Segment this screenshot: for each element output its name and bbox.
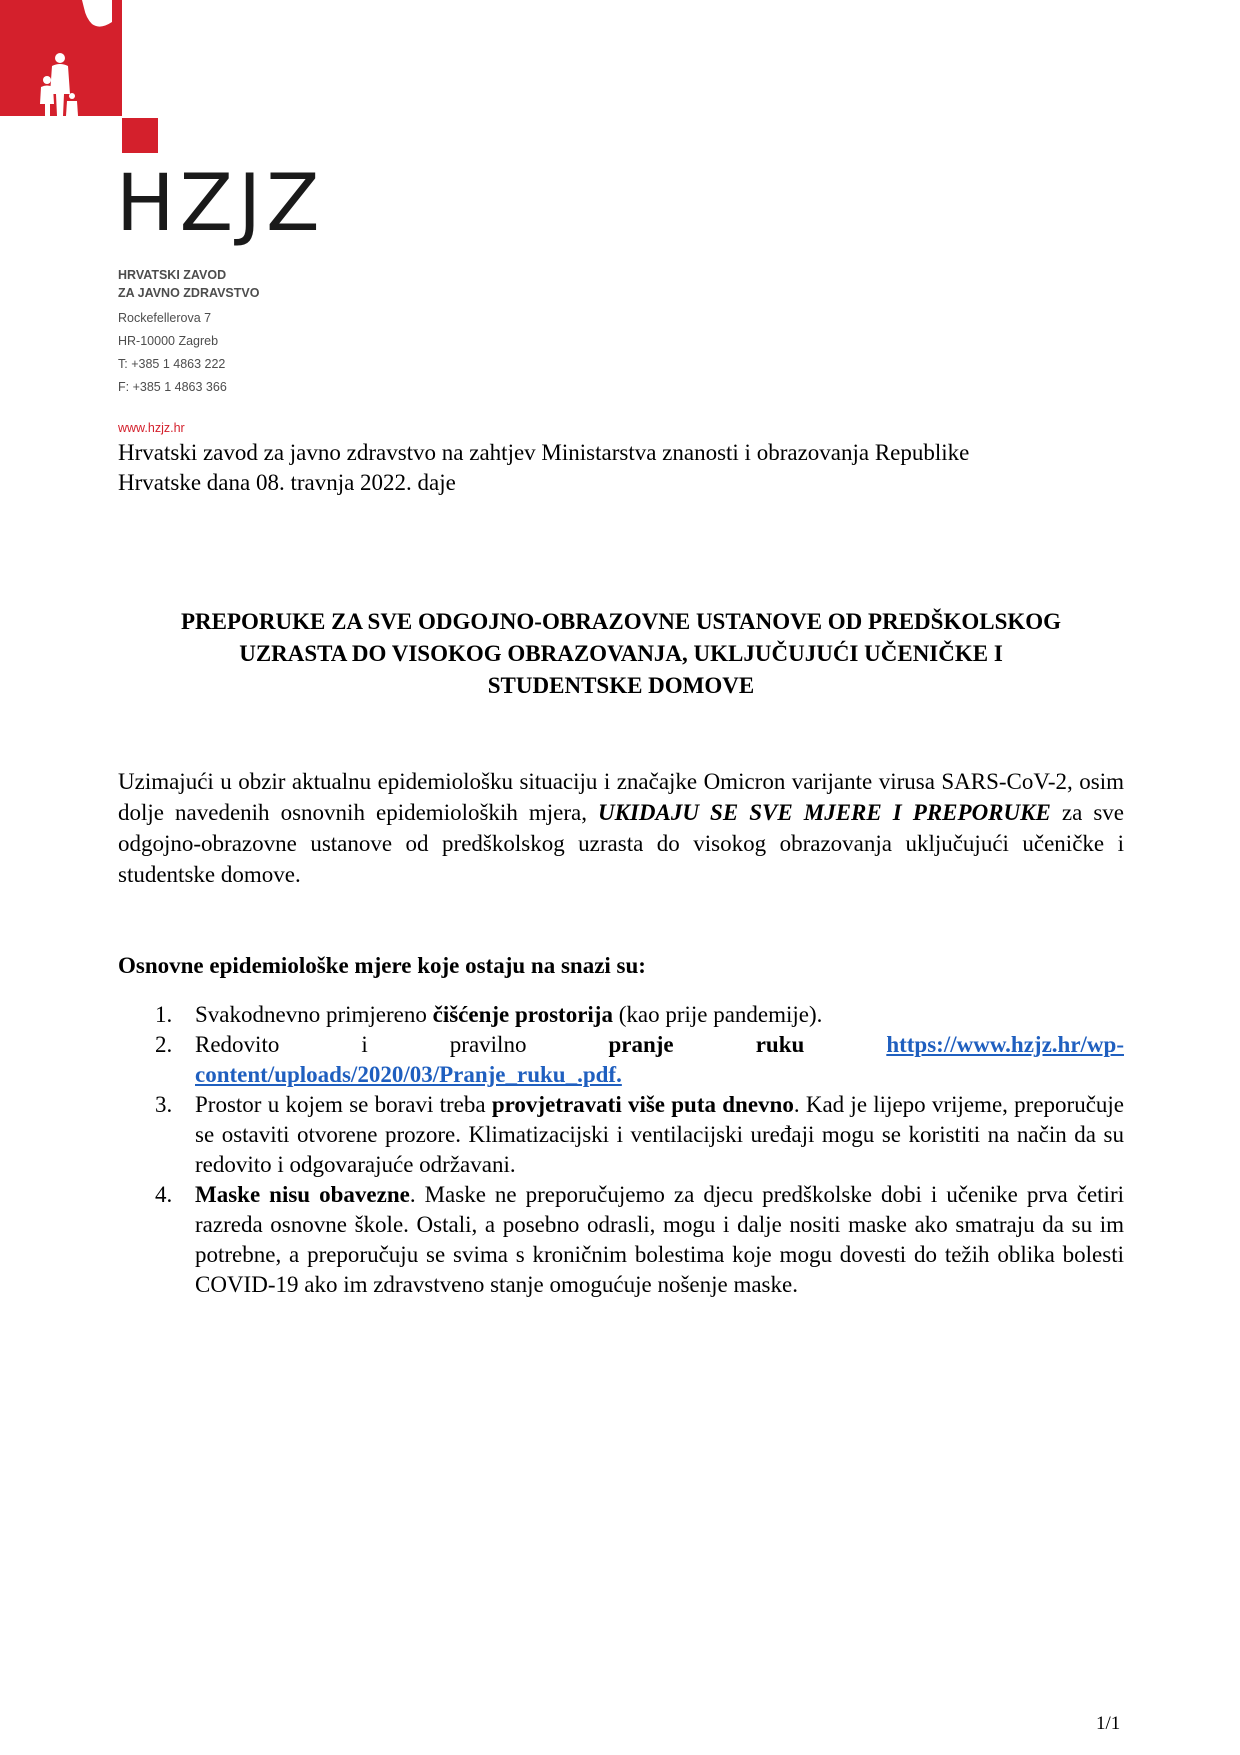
list-item (118, 1180, 1124, 1300)
body-text-part1: Uzimajući u obzir aktualnu epidemiološku situaciju i značajke Omicron varijante virusa SARS-CoV-2, osim dolje navedenih osnovnih epidemioloških mjera, (118, 769, 1124, 825)
body-emphasis: UKIDAJU SE SVE MJERE I PREPORUKE (598, 800, 1051, 825)
heading-line-1: PREPORUKE ZA SVE ODGOJNO-OBRAZOVNE USTANOVE OD PREDŠKOLSKOG (180, 609, 1062, 634)
handwashing-pdf-link-part1[interactable]: https://www.hzjz.hr/wp- (886, 1032, 1124, 1057)
body-paragraph (118, 766, 1124, 890)
brand-red-square (122, 118, 158, 153)
handwashing-pdf-link-part2[interactable]: content/uploads/2020/03/Pranje_ruku_.pdf. (195, 1062, 622, 1087)
hzjz-family-logo-icon (0, 0, 122, 116)
list-item-bold: čišćenje prostorija (432, 1002, 613, 1027)
measures-list (118, 1000, 1124, 1300)
list-item-number: 2. (155, 1032, 173, 1057)
list-item-number: 1. (155, 1002, 173, 1027)
fax-number: F: +385 1 4863 366 (118, 380, 227, 394)
list-item (118, 1000, 1124, 1030)
list-item-text: . Maske ne preporučujemo za djecu predškolske dobi i učenike prva četiri razreda osnovne škole. Ostali, a posebno odrasli, mogu i dalje nositi maske ako smatraju da su im potrebne, a preporučuju se svima s kroničnim bolestima koje mogu dovesti do težih oblika bolesti COVID-19 ako im zdravstveno stanje omogućuje nošenje maske. (195, 1182, 1124, 1297)
measures-title: Osnovne epidemiološke mjere koje ostaju na snazi su: (118, 953, 646, 978)
address-street: Rockefellerova 7 (118, 311, 212, 325)
phone-number: T: +385 1 4863 222 (118, 357, 226, 371)
website-link[interactable]: www.hzjz.hr (118, 421, 185, 435)
list-item-bold: pranje (608, 1032, 674, 1057)
list-item-text: . Kad je lijepo vrijeme, preporučuje se ostaviti otvorene prozore. Klimatizacijski i ventilacijski uređaji mogu se koristiti na način da su redovito i odgovarajuće održavani. (195, 1092, 1124, 1177)
heading-line-2: UZRASTA DO VISOKOG OBRAZOVANJA, UKLJUČUJUĆI UČENIČKE I (239, 641, 1003, 666)
list-item-word: i (361, 1032, 368, 1057)
list-item-number: 3. (155, 1092, 173, 1117)
institution-name-line2: ZA JAVNO ZDRAVSTVO (118, 286, 260, 300)
intro-paragraph: Hrvatski zavod za javno zdravstvo na zahtjev Ministarstva znanosti i obrazovanja Republike Hrvatske dana 08. travnja 2022. daje (118, 440, 970, 495)
list-item (118, 1090, 1124, 1180)
page-number: 1/1 (1096, 1713, 1121, 1734)
list-item-bold: provjetravati više puta dnevno (491, 1092, 794, 1117)
document-heading (118, 606, 1124, 702)
heading-line-3: STUDENTSKE DOMOVE (487, 673, 755, 698)
hzjz-wordmark: HZJZ (116, 159, 325, 249)
contact-block (118, 266, 259, 435)
list-item-bold: Maske nisu obavezne (195, 1182, 410, 1207)
list-item-justified-line (195, 1030, 1124, 1060)
list-item-text: Svakodnevno primjereno (195, 1002, 433, 1027)
list-item-word: Redovito (195, 1032, 280, 1057)
list-item-word: pravilno (449, 1032, 527, 1057)
list-item-text: (kao prije pandemije). (612, 1002, 823, 1027)
institution-name-line1: HRVATSKI ZAVOD (118, 268, 227, 282)
list-item-text: Prostor u kojem se boravi treba (195, 1092, 492, 1117)
list-item (118, 1030, 1124, 1090)
address-city: HR-10000 Zagreb (118, 334, 219, 348)
body-text-part2: za sve odgojno-obrazovne ustanove od predškolskog uzrasta do visokog obrazovanja uključujući učeničke i studentske domove. (118, 800, 1124, 887)
list-item-bold: ruku (755, 1032, 805, 1057)
list-item-number: 4. (155, 1182, 173, 1207)
